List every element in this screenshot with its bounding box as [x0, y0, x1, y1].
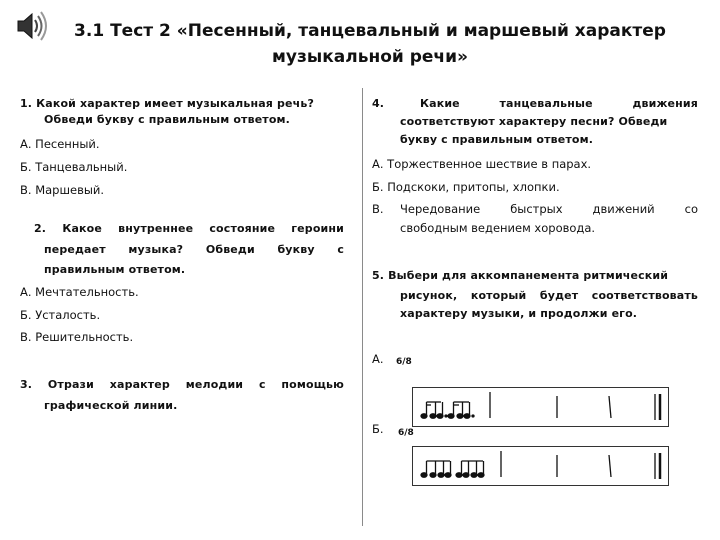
q5-line-2: рисунок, который будет соответствовать	[400, 289, 698, 302]
q1-line-1: 1. Какой характер имеет музыкальная речь?	[20, 97, 314, 110]
q5-line-1: 5. Выбери для аккомпанемента ритмический	[372, 269, 669, 282]
bar-line	[609, 455, 611, 477]
title-line-1: 3.1 Тест 2 «Песенный, танцевальный и маршевый характер	[74, 21, 666, 41]
q4-option-c-label[interactable]: В.	[372, 202, 384, 216]
q4-line-1: Какие танцевальные движения	[420, 97, 698, 110]
q4-option-b[interactable]: Б. Подскоки, притопы, хлопки.	[372, 180, 560, 194]
q5-option-a-meter: 6/8	[396, 357, 412, 367]
q2-option-c[interactable]: В. Решительность.	[20, 330, 134, 344]
q2-option-a[interactable]: А. Мечтательность.	[20, 285, 139, 299]
q1-option-c[interactable]: В. Маршевый.	[20, 183, 105, 197]
q2-line-2: передает музыка? Обведи букву с	[44, 243, 344, 256]
q1-line-2: Обведи букву с правильным ответом.	[44, 113, 291, 126]
note-group-b	[421, 461, 484, 477]
q5-line-3: характеру музыки, и продолжи его.	[400, 307, 638, 320]
page-title	[40, 18, 700, 70]
q4-line-3: букву с правильным ответом.	[400, 133, 594, 146]
bar-line	[609, 396, 611, 418]
q4-number: 4.	[372, 97, 385, 110]
q4-option-c-line-2: свободным ведением хоровода.	[400, 221, 596, 235]
q2-line-1: 2. Какое внутреннее состояние героини	[34, 222, 344, 235]
q3-line-1: 3. Отрази характер мелодии с помощью	[20, 378, 344, 391]
note-group-a	[421, 402, 474, 418]
q5-option-a-label[interactable]: А.	[372, 352, 384, 366]
q5-option-b-label[interactable]: Б.	[372, 422, 384, 436]
q4-line-2: соответствуют характеру песни? Обведи	[400, 115, 668, 128]
q2-line-3: правильным ответом.	[44, 263, 186, 276]
q3-line-2: графической линии.	[44, 399, 178, 412]
q1-option-b[interactable]: Б. Танцевальный.	[20, 160, 128, 174]
title-line-2: музыкальной речи»	[272, 47, 468, 67]
rhythm-pattern-b[interactable]	[412, 446, 669, 486]
rhythm-pattern-a[interactable]	[412, 387, 669, 427]
q4-option-c-line-1: Чередование быстрых движений со	[400, 202, 698, 216]
column-divider	[362, 88, 363, 526]
q2-option-b[interactable]: Б. Усталость.	[20, 308, 101, 322]
q1-option-a[interactable]: А. Песенный.	[20, 137, 100, 151]
q4-option-a[interactable]: А. Торжественное шествие в парах.	[372, 157, 592, 171]
q5-option-b-meter: 6/8	[398, 428, 414, 438]
